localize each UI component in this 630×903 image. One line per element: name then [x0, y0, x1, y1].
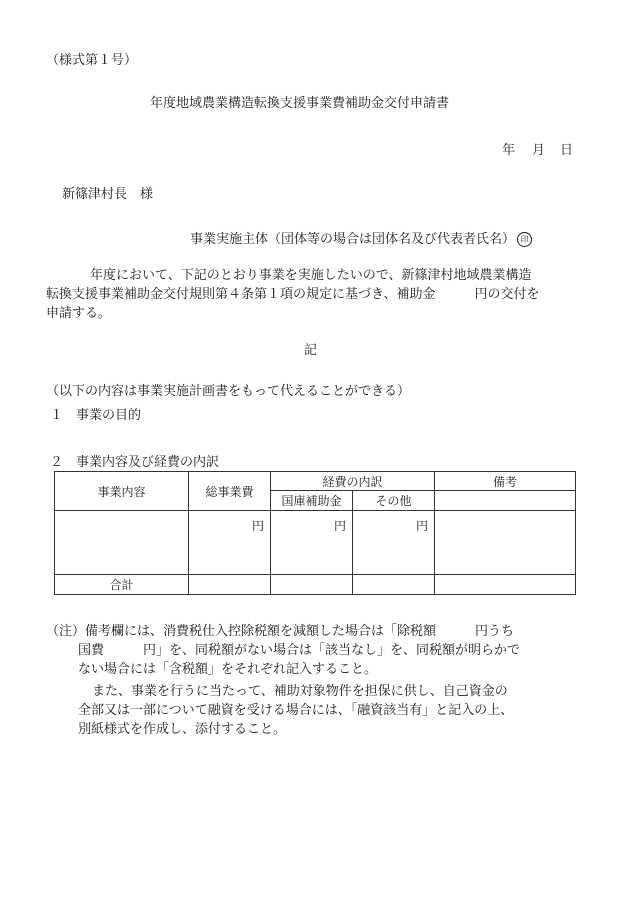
- total-other-cell: [353, 575, 435, 595]
- header-national: 国庫補助金: [271, 491, 353, 511]
- content-cell: [55, 511, 189, 575]
- body-line: 転換支援事業補助金交付規則第４条第１項の規定に基づき、補助金 円の交付を: [46, 287, 540, 302]
- header-content: 事業内容: [55, 472, 189, 511]
- substitute-note: （以下の内容は事業実施計画書をもって代えることができる）: [46, 384, 411, 399]
- expense-table: [54, 471, 576, 595]
- note-line: また、事業を行うに当たって、補助対象物件を担保に供し、自己資金の: [92, 684, 508, 699]
- addressee: 新篠津村長 様: [62, 187, 154, 202]
- note-line: ない場合には「含税額」をそれぞれ記入すること。: [78, 662, 378, 677]
- total-label: 合計: [55, 575, 189, 595]
- section-breakdown: ２ 事業内容及び経費の内訳: [50, 455, 220, 470]
- applicant-label: 事業実施主体（団体等の場合は団体名及び代表者氏名）: [190, 232, 516, 247]
- seal-mark: 印: [517, 232, 532, 247]
- total-yen: 円: [189, 511, 271, 575]
- other-yen: 円: [353, 511, 435, 575]
- national-yen: 円: [271, 511, 353, 575]
- date-month: 月: [532, 143, 546, 158]
- ki-heading: 記: [304, 343, 318, 358]
- total-sum-cell: [189, 575, 271, 595]
- note-line: 国費 円」を、同税額がない場合は「該当なし」を、同税額が明らかで: [78, 643, 521, 658]
- date-day: 日: [560, 143, 574, 158]
- table-row-total: [55, 575, 576, 595]
- note-line: 別紙様式を作成し、添付すること。: [78, 722, 287, 737]
- header-total: 総事業費: [189, 472, 271, 511]
- remarks-cell: [435, 511, 576, 575]
- total-national-cell: [271, 575, 353, 595]
- section-purpose: １ 事業の目的: [50, 408, 142, 423]
- date-year: 年: [502, 143, 516, 158]
- body-line: 申請する。: [46, 306, 112, 321]
- header-breakdown: 経費の内訳: [271, 472, 435, 491]
- total-remarks-cell: [435, 575, 576, 595]
- document-title: 年度地域農業構造転換支援事業費補助金交付申請書: [150, 96, 450, 111]
- form-number: （様式第１号）: [46, 53, 138, 68]
- note-line: （注）備考欄には、消費税仕入控除税額を減額した場合は「除税額 円うち: [46, 624, 515, 639]
- note-line: 全部又は一部について融資を受ける場合には、「融資該当有」と記入の上、: [78, 703, 514, 718]
- header-remarks: 備考: [435, 472, 576, 491]
- table-row: [55, 511, 576, 575]
- header-other: その他: [353, 491, 435, 511]
- body-line: 年度において、下記のとおり事業を実施したいので、新篠津村地域農業構造: [90, 268, 532, 283]
- remarks-blank: [435, 491, 576, 511]
- applicant-line: [190, 232, 532, 247]
